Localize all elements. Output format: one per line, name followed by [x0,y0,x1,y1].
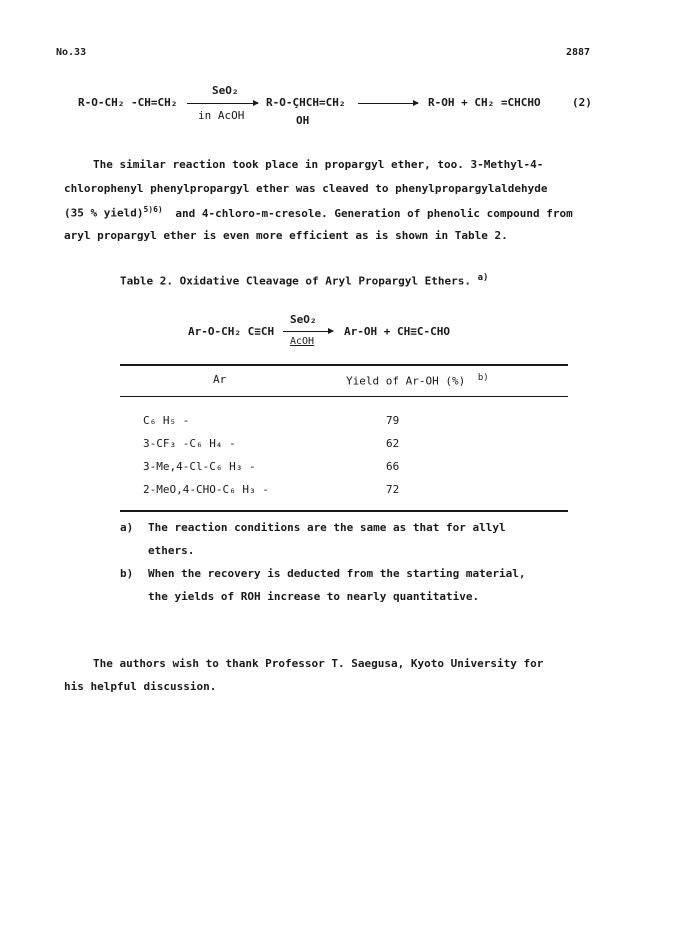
table-row-3-yield: 66 [386,460,400,473]
footnote-a-line-1: The reaction conditions are the same as that for allyl [148,521,506,534]
eq2-arrow-2 [358,103,418,104]
paragraph-1-yield: (35 % yield) [64,206,144,220]
table-row-1-ar: C₆ H₅ - [143,414,190,427]
table-row-2-yield: 62 [386,437,400,450]
footnote-b-line-1: When the recovery is deducted from the starting material, [148,567,526,580]
paragraph-1-line-1: The similar reaction took place in propargyl ether, too. 3-Methyl-4- [93,158,544,171]
paragraph-1-line-3-rest: and 4-chloro-m-cresole. Generation of phenolic compound from [175,206,573,220]
eq2-intermediate-oh: OH [296,114,310,127]
scheme-reagent-bottom: AcOH [290,336,315,347]
eq2-reagent-top: SeO₂ [212,84,239,97]
table-caption-note: a) [477,273,489,283]
reference-5-6: 5)6) [143,205,163,214]
eq2-products: R-OH + CH₂ =CHCHO [428,96,541,109]
eq2-number: (2) [572,96,592,109]
table-header-yield [346,373,489,388]
table-row-4-yield: 72 [386,483,400,496]
table-header-ar: Ar [213,373,227,386]
eq2-intermediate: R-O-ÇHCH=CH₂ [266,96,346,109]
scheme-arrow [283,331,333,332]
paragraph-1-line-3 [64,205,573,220]
scheme-products: Ar-OH + CH≡C-CHO [344,325,450,338]
table-row-4-ar: 2-MeO,4-CHO-C₆ H₃ - [143,483,269,496]
eq2-reactant: R-O-CH₂ -CH=CH₂ [78,96,178,109]
paragraph-1-line-2: chlorophenyl phenylpropargyl ether was cleaved to phenylpropargylaldehyde [64,182,548,195]
footnote-a-line-2: ethers. [148,544,195,557]
table-top-rule [120,364,568,366]
scheme-reactant: Ar-O-CH₂ C≡CH [188,325,275,338]
table-header-rule [120,396,568,397]
table-header-yield-note: b) [477,373,489,383]
eq2-reagent-bottom: in AcOH [198,109,245,122]
table-caption [120,273,488,288]
acknowledgement-line-1: The authors wish to thank Professor T. Saegusa, Kyoto University for [93,657,544,670]
table-row-1-yield: 79 [386,414,400,427]
page-number: 2887 [566,47,591,58]
table-caption-text: Table 2. Oxidative Cleavage of Aryl Propargyl Ethers. [120,274,471,288]
paragraph-1-line-4: aryl propargyl ether is even more efficient as is shown in Table 2. [64,229,508,242]
acknowledgement-line-2: his helpful discussion. [64,680,217,693]
footnote-b-line-2: the yields of ROH increase to nearly quantitative. [148,590,480,603]
table-header-yield-text: Yield of Ar-OH (%) [346,374,466,388]
scheme-reagent-top: SeO₂ [290,313,317,326]
footnote-b-mark: b) [120,567,134,580]
table-row-2-ar: 3-CF₃ -C₆ H₄ - [143,437,236,450]
footnote-a-mark: a) [120,521,134,534]
table-bottom-rule [120,510,568,512]
eq2-arrow-1 [187,103,258,104]
page-journal-number: No.33 [56,47,87,58]
table-row-3-ar: 3-Me,4-Cl-C₆ H₃ - [143,460,256,473]
